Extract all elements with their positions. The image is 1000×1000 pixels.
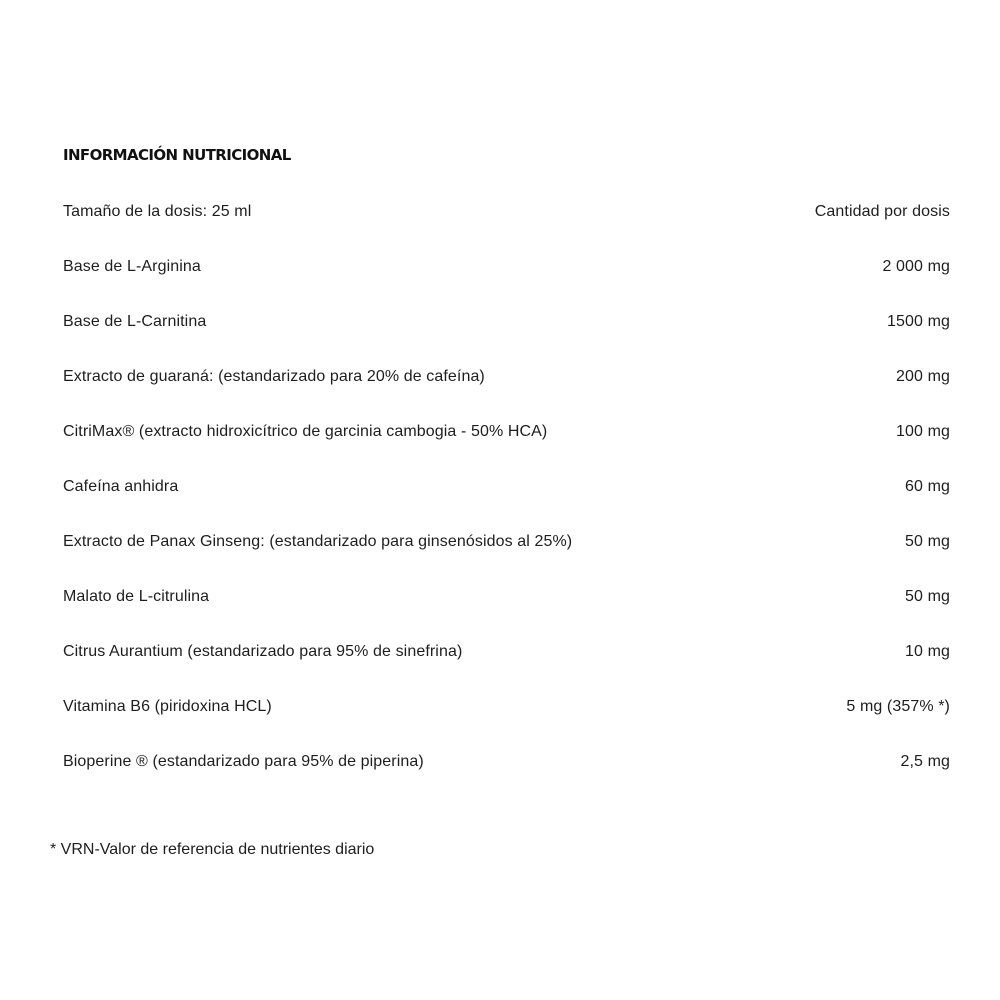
ingredient-name: Vitamina B6 (piridoxina HCL) — [63, 698, 272, 715]
table-row — [63, 640, 950, 695]
ingredient-name: Malato de L-citrulina — [63, 588, 210, 605]
ingredient-amount: 2,5 mg — [900, 753, 950, 770]
ingredient-name: Base de L-Carnitina — [63, 313, 207, 330]
ingredient-amount: 200 mg — [896, 368, 950, 385]
ingredient-name: CitriMax® (extracto hidroxicítrico de garcinia cambogia - 50% HCA) — [63, 423, 548, 440]
table-row — [63, 310, 950, 365]
ingredient-name: Extracto de guaraná: (estandarizado para 20% de cafeína) — [63, 368, 485, 385]
table-row — [63, 420, 950, 475]
ingredient-name: Cafeína anhidra — [63, 478, 179, 495]
table-header-row — [63, 200, 950, 255]
table-row — [63, 475, 950, 530]
table-row — [63, 255, 950, 310]
ingredient-name: Base de L-Arginina — [63, 258, 201, 275]
table-row — [63, 695, 950, 750]
ingredient-amount: 60 mg — [905, 478, 950, 495]
ingredient-name: Extracto de Panax Ginseng: (estandarizado para ginsenósidos al 25%) — [63, 533, 573, 550]
serving-size-label: Tamaño de la dosis: 25 ml — [63, 203, 252, 220]
ingredient-amount: 1500 mg — [887, 313, 950, 330]
ingredient-amount: 10 mg — [905, 643, 950, 660]
page-title: INFORMACIÓN NUTRICIONAL — [63, 146, 291, 164]
ingredient-amount: 5 mg (357% *) — [846, 698, 950, 715]
table-row — [63, 750, 950, 805]
footnote: * VRN-Valor de referencia de nutrientes diario — [50, 841, 375, 858]
table-row — [63, 530, 950, 585]
ingredient-name: Bioperine ® (estandarizado para 95% de piperina) — [63, 753, 424, 770]
table-row — [63, 365, 950, 420]
table-row — [63, 585, 950, 640]
ingredient-amount: 100 mg — [896, 423, 950, 440]
ingredient-amount: 50 mg — [905, 533, 950, 550]
nutrition-table — [63, 200, 950, 805]
ingredient-name: Citrus Aurantium (estandarizado para 95% de sinefrina) — [63, 643, 463, 660]
amount-per-serving-label: Cantidad por dosis — [814, 203, 950, 220]
ingredient-amount: 50 mg — [905, 588, 950, 605]
ingredient-amount: 2 000 mg — [882, 258, 950, 275]
